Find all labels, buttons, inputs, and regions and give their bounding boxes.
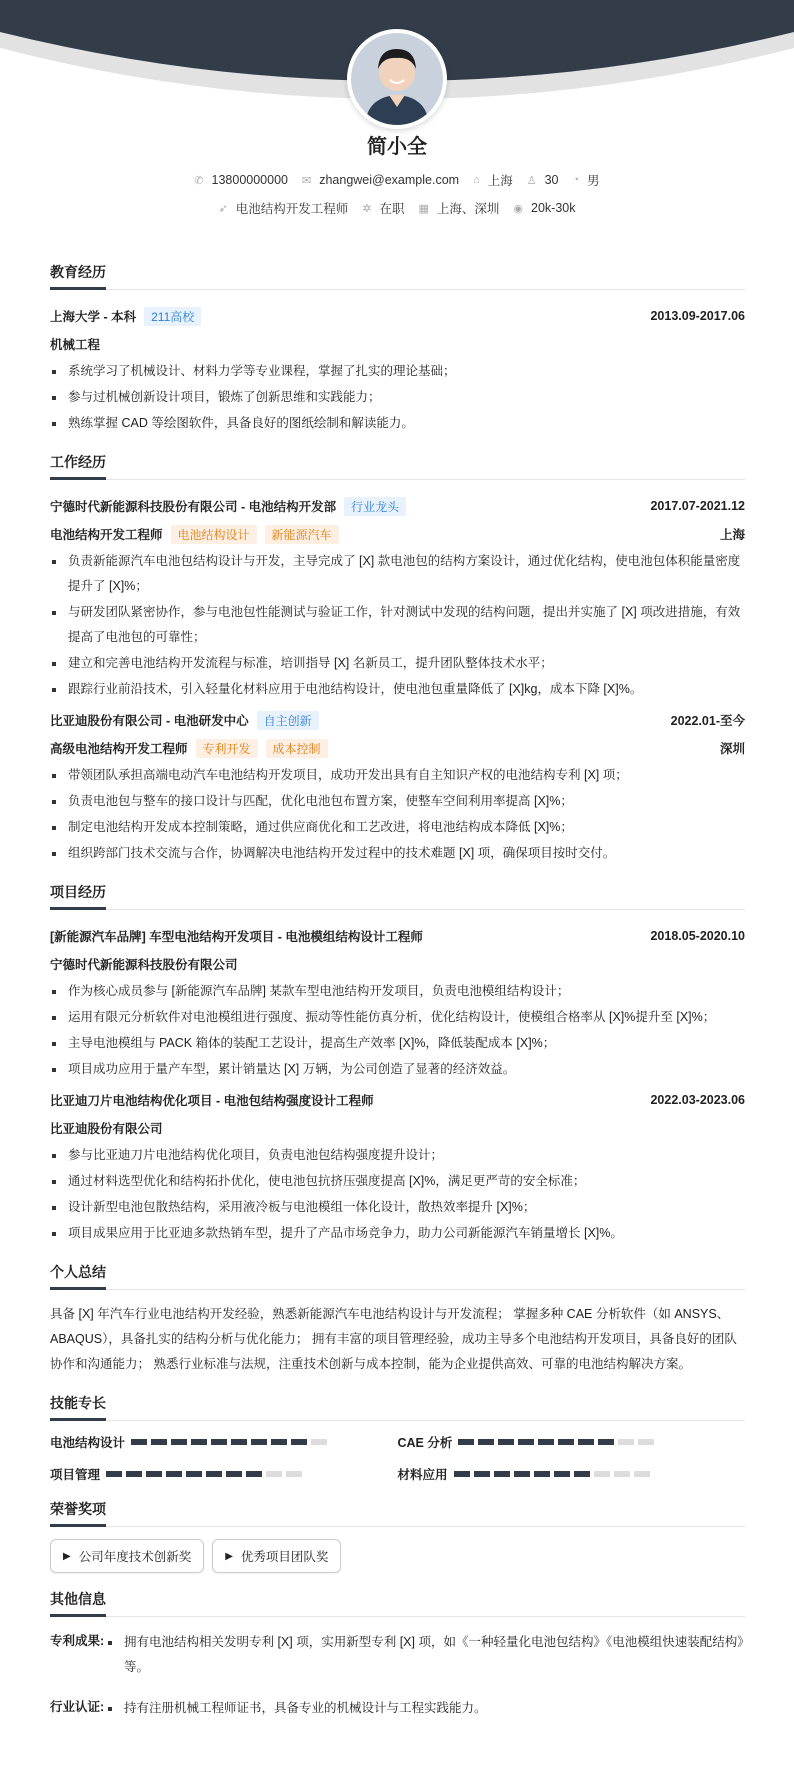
skill-item bbox=[398, 1433, 746, 1451]
skill-level-segment bbox=[578, 1439, 594, 1445]
tag: 专利开发 bbox=[196, 739, 258, 758]
skill-level-segment bbox=[191, 1439, 207, 1445]
company: 比亚迪股份有限公司 - 电池研发中心 bbox=[50, 714, 249, 728]
skill-level-segment bbox=[251, 1439, 267, 1445]
list-item: 跟踪行业前沿技术，引入轻量化材料应用于电池结构设计，使电池包重量降低了 [X]kg，成本下降 [X]%。 bbox=[50, 677, 745, 702]
date: 2022.03-2023.06 bbox=[650, 1093, 745, 1107]
skill-level-segment bbox=[146, 1471, 162, 1477]
skill-level-segment bbox=[171, 1439, 187, 1445]
skill-level-segment bbox=[594, 1471, 610, 1477]
award-item[interactable] bbox=[212, 1539, 341, 1573]
tag: 自主创新 bbox=[257, 711, 319, 730]
list-item: 项目成功应用于量产车型，累计销量达 [X] 万辆，为公司创造了显著的经济效益。 bbox=[50, 1057, 745, 1082]
date: 2022.01-至今 bbox=[670, 714, 745, 728]
education-header bbox=[50, 302, 745, 330]
skill-level-segment bbox=[186, 1471, 202, 1477]
school: 上海大学 - 本科 bbox=[50, 310, 137, 324]
skill-name: 电池结构设计 bbox=[50, 1436, 126, 1450]
company-left bbox=[50, 711, 319, 730]
skill-level-bar bbox=[131, 1439, 327, 1445]
date: 2013.09-2017.06 bbox=[650, 309, 745, 323]
age-icon: ♙ bbox=[526, 174, 537, 187]
skill-level-segment bbox=[166, 1471, 182, 1477]
status-icon: ✲ bbox=[362, 202, 372, 215]
skill-level-segment bbox=[226, 1471, 242, 1477]
skill-level-segment bbox=[311, 1439, 327, 1445]
skill-level-segment bbox=[618, 1439, 634, 1445]
skill-level-segment bbox=[478, 1439, 494, 1445]
phone: 13800000000 bbox=[211, 173, 288, 187]
section-heading bbox=[50, 882, 745, 910]
phone-icon: ✆ bbox=[194, 174, 204, 187]
section-title: 工作经历 bbox=[50, 454, 106, 470]
project-org-row bbox=[50, 1114, 745, 1142]
bullet-list bbox=[50, 359, 745, 436]
tag: 成本控制 bbox=[266, 739, 328, 758]
list-item: 项目成果应用于比亚迪多款热销车型，提升了产品市场竞争力，助力公司新能源汽车销量增长 [X]%。 bbox=[50, 1221, 745, 1246]
skill-level-segment bbox=[498, 1439, 514, 1445]
skill-name: CAE 分析 bbox=[397, 1436, 453, 1450]
skill-level-bar bbox=[106, 1471, 302, 1477]
tag: 211高校 bbox=[144, 307, 201, 326]
section-title: 其他信息 bbox=[50, 1591, 106, 1607]
section-heading bbox=[50, 1262, 745, 1290]
skill-level-segment bbox=[266, 1471, 282, 1477]
skill-level-segment bbox=[271, 1439, 287, 1445]
company-left bbox=[50, 497, 406, 516]
company-header bbox=[50, 492, 745, 520]
bullet-list bbox=[50, 1143, 745, 1246]
bullet-list bbox=[106, 1695, 745, 1722]
target-city: 上海、深圳 bbox=[436, 202, 500, 216]
skill-level-segment bbox=[458, 1439, 474, 1445]
award-name: 优秀项目团队奖 bbox=[240, 1550, 329, 1564]
list-item: 与研发团队紧密协作，参与电池包性能测试与验证工作，针对测试中发现的结构问题，提出并实施了 [X] 项改进措施，有效提高了电池包的可靠性； bbox=[50, 600, 745, 650]
skills-grid bbox=[50, 1433, 745, 1483]
award-item[interactable] bbox=[50, 1539, 204, 1573]
skill-level-segment bbox=[291, 1439, 307, 1445]
role-row bbox=[50, 734, 745, 762]
skill-level-segment bbox=[151, 1439, 167, 1445]
skill-level-bar bbox=[454, 1471, 650, 1477]
skill-level-segment bbox=[126, 1471, 142, 1477]
project-org: 宁德时代新能源科技股份有限公司 bbox=[50, 958, 238, 972]
role-left bbox=[50, 525, 339, 544]
project-header bbox=[50, 922, 745, 950]
send-icon: ➶ bbox=[218, 202, 228, 215]
other-label: 专利成果: bbox=[50, 1634, 105, 1648]
avatar bbox=[347, 29, 447, 129]
skill-level-segment bbox=[538, 1439, 554, 1445]
section-heading bbox=[50, 1589, 745, 1617]
skill-item bbox=[50, 1465, 398, 1483]
section-work bbox=[50, 452, 745, 866]
skill-level-segment bbox=[558, 1439, 574, 1445]
company-header bbox=[50, 706, 745, 734]
skill-level-segment bbox=[474, 1471, 490, 1477]
salary: 20k-30k bbox=[531, 201, 576, 215]
skill-level-segment bbox=[634, 1471, 650, 1477]
other-item bbox=[50, 1695, 745, 1722]
project-org-row bbox=[50, 950, 745, 978]
company: 宁德时代新能源科技股份有限公司 - 电池结构开发部 bbox=[50, 500, 337, 514]
play-icon: ▶ bbox=[225, 1550, 233, 1562]
project-name: 比亚迪刀片电池结构优化项目 - 电池包结构强度设计工程师 bbox=[50, 1094, 374, 1108]
bullet-list bbox=[50, 979, 745, 1082]
skill-item bbox=[50, 1433, 398, 1451]
major: 机械工程 bbox=[50, 338, 101, 352]
skill-level-segment bbox=[598, 1439, 614, 1445]
gender-icon: ◔ bbox=[572, 174, 580, 186]
tag: 行业龙头 bbox=[344, 497, 406, 516]
list-item: 主导电池模组与 PACK 箱体的装配工艺设计，提高生产效率 [X]%，降低装配成本 [X]%； bbox=[50, 1031, 745, 1056]
section-other bbox=[50, 1589, 745, 1722]
skill-level-segment bbox=[106, 1471, 122, 1477]
candidate-name: 简小全 bbox=[367, 136, 427, 158]
list-item: 组织跨部门技术交流与合作，协调解决电池结构开发过程中的技术难题 [X] 项，确保项目按时交付。 bbox=[50, 841, 745, 866]
list-item: 持有注册机械工程师证书，具备专业的机械设计与工程实践能力。 bbox=[106, 1696, 745, 1721]
project-name: [新能源汽车品牌] 车型电池结构开发项目 - 电池模组结构设计工程师 bbox=[50, 930, 423, 944]
age: 30 bbox=[544, 173, 559, 187]
section-title: 教育经历 bbox=[50, 264, 106, 280]
skill-item bbox=[398, 1465, 746, 1483]
salary-icon: ◉ bbox=[513, 202, 523, 215]
list-item: 系统学习了机械设计、材料力学等专业课程，掌握了扎实的理论基础； bbox=[50, 359, 745, 384]
date: 2017.07-2021.12 bbox=[650, 499, 745, 513]
award-name: 公司年度技术创新奖 bbox=[78, 1550, 192, 1564]
section-heading bbox=[50, 452, 745, 480]
section-awards bbox=[50, 1499, 745, 1573]
role: 高级电池结构开发工程师 bbox=[50, 742, 188, 756]
location: 深圳 bbox=[719, 742, 745, 756]
skill-name: 项目管理 bbox=[50, 1468, 101, 1482]
section-title: 技能专长 bbox=[50, 1395, 106, 1411]
skill-level-segment bbox=[246, 1471, 262, 1477]
section-projects bbox=[50, 882, 745, 1246]
skill-level-segment bbox=[614, 1471, 630, 1477]
email: zhangwei@example.com bbox=[319, 173, 460, 187]
list-item: 制定电池结构开发成本控制策略，通过供应商优化和工艺改进，将电池结构成本降低 [X]%； bbox=[50, 815, 745, 840]
role-left bbox=[50, 739, 328, 758]
section-heading bbox=[50, 1499, 745, 1527]
other-item bbox=[50, 1629, 745, 1681]
list-item: 负责电池包与整车的接口设计与匹配，优化电池包布置方案，使整车空间利用率提高 [X]%； bbox=[50, 789, 745, 814]
mail-icon: ✉ bbox=[302, 174, 312, 187]
summary-text: 具备 [X] 年汽车行业电池结构开发经验，熟悉新能源汽车电池结构设计与开发流程； 掌握多种 CAE 分析软件（如 ANSYS、ABAQUS），具备扎实的结构分析与优化能力； 拥有丰富的项目管理经验，成功主导多个电池结构开发项目，具备良好的团队协作和沟通能力； 熟悉行业标准与法规，注重技术创新与成本控制，能为企业提供高效、可靠的电池结构解决方案。 bbox=[50, 1307, 737, 1371]
section-title: 项目经历 bbox=[50, 884, 106, 900]
list-item: 拥有电池结构相关发明专利 [X] 项，实用新型专利 [X] 项，如《一种轻量化电池包结构》《电池模组快速装配结构》等。 bbox=[106, 1630, 745, 1680]
date: 2018.05-2020.10 bbox=[650, 929, 745, 943]
position: 电池结构开发工程师 bbox=[235, 202, 349, 216]
home-icon: ⌂ bbox=[473, 174, 480, 186]
skill-name: 材料应用 bbox=[397, 1468, 448, 1482]
skill-level-bar bbox=[458, 1439, 654, 1445]
other-label: 行业认证: bbox=[50, 1700, 105, 1714]
bullet-list bbox=[106, 1629, 745, 1681]
list-item: 建立和完善电池结构开发流程与标准，培训指导 [X] 名新员工，提升团队整体技术水平； bbox=[50, 651, 745, 676]
tag: 电池结构设计 bbox=[171, 525, 257, 544]
skill-level-segment bbox=[211, 1439, 227, 1445]
skill-level-segment bbox=[514, 1471, 530, 1477]
skill-level-segment bbox=[231, 1439, 247, 1445]
skill-level-segment bbox=[638, 1439, 654, 1445]
section-heading bbox=[50, 1393, 745, 1421]
skill-level-segment bbox=[534, 1471, 550, 1477]
section-heading bbox=[50, 262, 745, 290]
skill-level-segment bbox=[554, 1471, 570, 1477]
city: 上海 bbox=[487, 174, 513, 188]
major-row bbox=[50, 330, 745, 358]
skill-level-segment bbox=[518, 1439, 534, 1445]
bullet-list bbox=[50, 763, 745, 866]
bullet-list bbox=[50, 549, 745, 702]
section-title: 个人总结 bbox=[50, 1264, 106, 1280]
list-item: 参与比亚迪刀片电池结构优化项目，负责电池包结构强度提升设计； bbox=[50, 1143, 745, 1168]
list-item: 参与过机械创新设计项目，锻炼了创新思维和实践能力； bbox=[50, 385, 745, 410]
section-title: 荣誉奖项 bbox=[50, 1501, 106, 1517]
list-item: 设计新型电池包散热结构，采用液冷板与电池模组一体化设计，散热效率提升 [X]%； bbox=[50, 1195, 745, 1220]
skill-level-segment bbox=[206, 1471, 222, 1477]
skill-level-segment bbox=[494, 1471, 510, 1477]
resume-body bbox=[50, 248, 745, 1722]
list-item: 作为核心成员参与 [新能源汽车品牌] 某款车型电池结构开发项目，负责电池模组结构设计； bbox=[50, 979, 745, 1004]
section-summary bbox=[50, 1262, 745, 1377]
skill-level-segment bbox=[574, 1471, 590, 1477]
list-item: 带领团队承担高端电动汽车电池结构开发项目，成功开发出具有自主知识产权的电池结构专利 [X] 项； bbox=[50, 763, 745, 788]
section-skills bbox=[50, 1393, 745, 1483]
list-item: 通过材料选型优化和结构拓扑优化，使电池包抗挤压强度提高 [X]%，满足更严苛的安全标准； bbox=[50, 1169, 745, 1194]
play-icon: ▶ bbox=[63, 1550, 71, 1562]
list-item: 负责新能源汽车电池包结构设计与开发，主导完成了 [X] 款电池包的结构方案设计，通过优化结构，使电池包体积能量密度提升了 [X]%； bbox=[50, 549, 745, 599]
role-row bbox=[50, 520, 745, 548]
list-item: 熟练掌握 CAD 等绘图软件，具备良好的图纸绘制和解读能力。 bbox=[50, 411, 745, 436]
list-item: 运用有限元分析软件对电池模组进行强度、振动等性能仿真分析，优化结构设计，使模组合格率从 [X]%提升至 [X]%； bbox=[50, 1005, 745, 1030]
skill-level-segment bbox=[131, 1439, 147, 1445]
building-icon: ▦ bbox=[418, 202, 429, 215]
section-education bbox=[50, 262, 745, 436]
role: 电池结构开发工程师 bbox=[50, 528, 163, 542]
job-status: 在职 bbox=[379, 202, 405, 216]
project-org: 比亚迪股份有限公司 bbox=[50, 1122, 163, 1136]
gender: 男 bbox=[587, 174, 600, 188]
skill-level-segment bbox=[454, 1471, 470, 1477]
awards-list bbox=[50, 1539, 745, 1573]
tag: 新能源汽车 bbox=[265, 525, 339, 544]
project-header bbox=[50, 1086, 745, 1114]
skill-level-segment bbox=[286, 1471, 302, 1477]
location: 上海 bbox=[719, 528, 745, 542]
education-left bbox=[50, 307, 201, 326]
